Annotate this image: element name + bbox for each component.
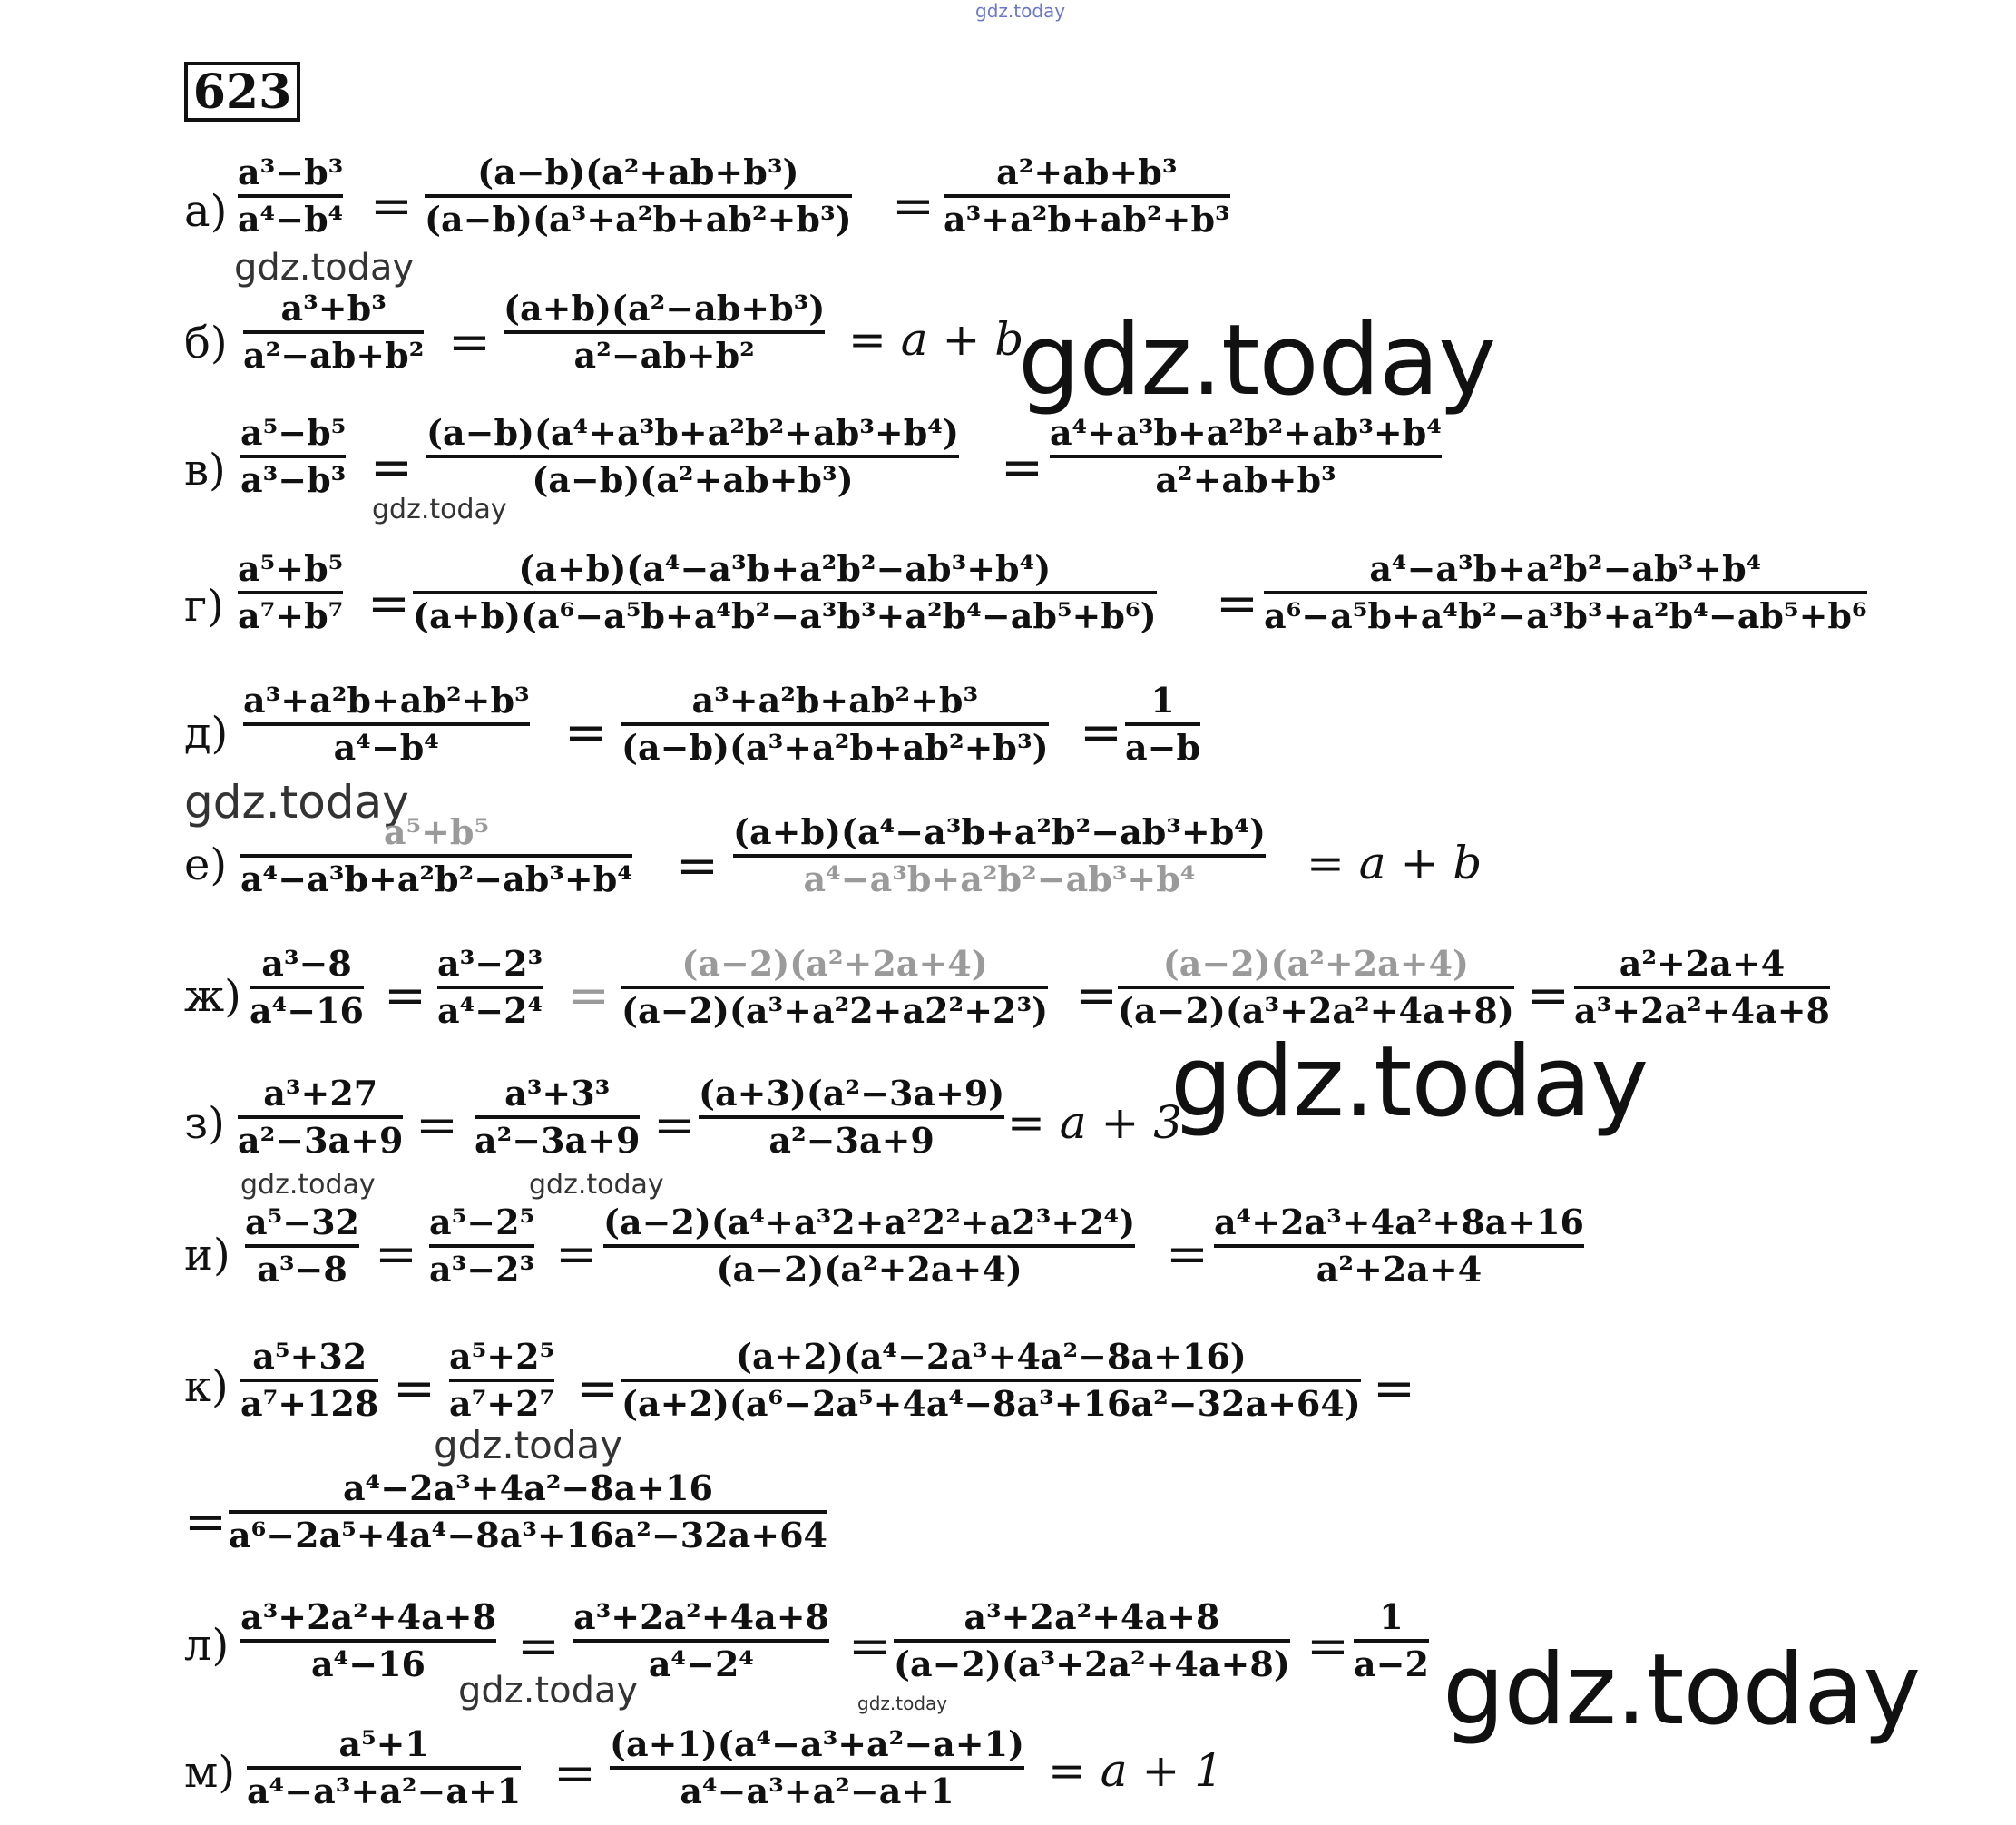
numerator: (a+b)(a²−ab+b³) <box>504 288 826 329</box>
row-label: л) <box>184 1620 230 1671</box>
denominator: a²−ab+b² <box>243 334 425 376</box>
fraction-bar <box>413 591 1157 594</box>
fraction-bar <box>437 986 543 989</box>
fraction-bar <box>1118 986 1514 989</box>
equals-sign: = <box>1166 1225 1209 1284</box>
watermark: gdz.today <box>184 776 409 829</box>
fraction-bar <box>1264 591 1867 594</box>
fraction <box>243 681 530 767</box>
denominator: a⁷+128 <box>240 1382 379 1424</box>
equals-sign: = <box>1306 1617 1349 1676</box>
numerator: 1 <box>1379 1596 1404 1637</box>
numerator: (a+2)(a⁴−2a³+4a²−8a+16) <box>735 1336 1247 1377</box>
result: = a + 1 <box>1048 1744 1224 1797</box>
fraction <box>603 1202 1135 1289</box>
fraction <box>240 812 632 898</box>
fraction-bar <box>894 1639 1290 1643</box>
fraction-bar <box>243 330 424 334</box>
row-label: а) <box>184 186 228 237</box>
watermark: gdz.today <box>434 1423 623 1467</box>
denominator: a⁴−a³b+a²b²−ab³+b⁴ <box>240 858 632 899</box>
numerator: a³+b³ <box>280 288 387 329</box>
denominator: a²+2a+4 <box>1316 1248 1483 1290</box>
numerator: (a−2)(a²+2a+4) <box>681 943 988 984</box>
denominator: a⁶−2a⁵+4a⁴−8a³+16a²−32a+64 <box>229 1514 827 1555</box>
fraction-bar <box>475 1115 640 1119</box>
equals-sign: = <box>370 438 413 497</box>
denominator: a⁴−16 <box>311 1643 426 1684</box>
row-label: и) <box>184 1230 230 1280</box>
numerator: a⁵−2⁵ <box>429 1202 535 1242</box>
denominator: a²−3a+9 <box>475 1119 641 1161</box>
denominator: (a−2)(a²+2a+4) <box>716 1248 1023 1290</box>
numerator: a⁵+b⁵ <box>383 811 490 852</box>
fraction-bar <box>247 1766 521 1770</box>
fraction <box>238 152 343 239</box>
numerator: (a−b)(a⁴+a³b+a²b²+ab³+b⁴) <box>426 412 959 453</box>
fraction <box>610 1724 1024 1810</box>
equals-sign: = <box>653 1096 696 1155</box>
denominator: a⁷+b⁷ <box>238 594 344 636</box>
fraction <box>449 1337 554 1423</box>
denominator: a⁴−b⁴ <box>238 198 344 240</box>
fraction-bar <box>621 722 1049 726</box>
denominator: a³+a²b+ab²+b³ <box>944 198 1230 240</box>
row-label: г) <box>184 581 224 632</box>
denominator: a⁴−a³+a²−a+1 <box>247 1770 522 1811</box>
fraction <box>413 549 1157 635</box>
denominator: (a−b)(a²+ab+b³) <box>532 458 854 500</box>
fraction <box>250 944 364 1030</box>
watermark-large: gdz.today <box>1018 304 1496 417</box>
fraction-bar <box>1354 1639 1429 1643</box>
fraction <box>475 1074 640 1160</box>
fraction-bar <box>449 1379 554 1382</box>
denominator: a⁴−2⁴ <box>648 1643 755 1684</box>
fraction-bar <box>240 854 632 858</box>
equals-sign: = <box>393 1359 435 1418</box>
fraction-bar <box>238 1115 403 1119</box>
equals-sign: = <box>1001 438 1043 497</box>
fraction-bar <box>229 1510 827 1514</box>
numerator: a³+a²b+ab²+b³ <box>691 680 979 721</box>
denominator: a²−3a+9 <box>238 1119 404 1161</box>
fraction <box>243 289 424 375</box>
fraction <box>621 1337 1361 1423</box>
fraction-bar <box>240 455 346 458</box>
row-label: з) <box>184 1098 225 1149</box>
result: = a + b <box>1306 837 1483 889</box>
numerator: (a+1)(a⁴−a³+a²−a+1) <box>610 1723 1025 1764</box>
fraction <box>1050 413 1442 499</box>
fraction-bar <box>429 1244 534 1248</box>
fraction <box>229 1468 827 1555</box>
denominator: a⁴−a³b+a²b²−ab³+b⁴ <box>803 858 1196 899</box>
numerator: (a−2)(a⁴+a³2+a²2²+a2³+2⁴) <box>603 1202 1136 1242</box>
denominator: a³−8 <box>257 1248 347 1290</box>
numerator: a⁴−2a³+4a²−8a+16 <box>342 1467 713 1508</box>
fraction-bar <box>944 194 1230 198</box>
fraction <box>240 413 346 499</box>
fraction-bar <box>245 1244 359 1248</box>
fraction <box>894 1597 1290 1683</box>
fraction-bar <box>504 330 825 334</box>
equals-sign: = <box>184 1493 227 1552</box>
numerator: a⁵+32 <box>252 1336 367 1377</box>
equals-sign: = <box>416 1096 458 1155</box>
denominator: (a−b)(a³+a²b+ab²+b³) <box>425 198 852 240</box>
equals-sign: = <box>564 703 607 762</box>
denominator: a⁴−16 <box>250 989 364 1031</box>
numerator: a³+a²b+ab²+b³ <box>243 680 530 721</box>
numerator: a⁵−32 <box>245 1202 359 1242</box>
numerator: a³−8 <box>261 943 352 984</box>
watermark: gdz.today <box>458 1670 639 1712</box>
fraction-bar <box>621 1379 1361 1382</box>
denominator: a⁴−a³+a²−a+1 <box>680 1770 954 1811</box>
denominator: a³+2a²+4a+8 <box>1574 989 1830 1031</box>
numerator: a⁵+1 <box>338 1723 429 1764</box>
watermark: gdz.today <box>857 1693 948 1714</box>
numerator: a⁴+a³b+a²b²+ab³+b⁴ <box>1050 412 1442 453</box>
denominator: a²+ab+b³ <box>1155 458 1336 500</box>
result: = a + b <box>848 313 1024 366</box>
fraction <box>621 944 1048 1030</box>
equals-sign: = <box>375 1225 417 1284</box>
numerator: a³+2a²+4a+8 <box>240 1596 496 1637</box>
numerator: a⁴−a³b+a²b²−ab³+b⁴ <box>1369 548 1762 589</box>
fraction <box>944 152 1230 239</box>
fraction <box>429 1202 534 1289</box>
denominator: a³−2³ <box>429 1248 535 1290</box>
fraction-bar <box>610 1766 1024 1770</box>
numerator: a³−2³ <box>437 943 543 984</box>
equals-sign: = <box>384 966 426 1025</box>
fraction-bar <box>240 1379 378 1382</box>
fraction-bar <box>603 1244 1135 1248</box>
fraction <box>1125 681 1200 767</box>
fraction-bar <box>1050 455 1442 458</box>
top-watermark: gdz.today <box>975 0 1066 22</box>
equals-sign: = <box>370 177 413 236</box>
equals-sign: = <box>576 1359 619 1418</box>
equals-sign: = <box>1216 574 1258 633</box>
numerator: (a+b)(a⁴−a³b+a²b²−ab³+b⁴) <box>518 548 1052 589</box>
denominator: a−2 <box>1354 1643 1429 1684</box>
fraction-bar <box>733 854 1266 858</box>
fraction <box>437 944 543 1030</box>
numerator: (a+b)(a⁴−a³b+a²b²−ab³+b⁴) <box>733 811 1266 852</box>
fraction <box>245 1202 359 1289</box>
fraction-bar <box>573 1639 829 1643</box>
row-label: в) <box>184 445 226 495</box>
problem-number: 623 <box>184 62 300 122</box>
equals-sign: = <box>1527 966 1570 1025</box>
fraction <box>426 413 959 499</box>
denominator: a⁷+2⁷ <box>449 1382 555 1424</box>
fraction-bar <box>250 986 364 989</box>
fraction <box>238 1074 403 1160</box>
denominator: a³−b³ <box>240 458 347 500</box>
fraction-bar <box>426 455 959 458</box>
watermark-large: gdz.today <box>1443 1634 1921 1747</box>
equals-sign: = <box>448 313 491 372</box>
fraction-bar <box>425 194 852 198</box>
fraction <box>733 812 1266 898</box>
row-label: е) <box>184 839 228 890</box>
equals-sign: = <box>676 837 719 896</box>
equals-sign: = <box>1080 703 1122 762</box>
row-label: ж) <box>184 971 241 1022</box>
fraction <box>1264 549 1867 635</box>
fraction <box>425 152 852 239</box>
fraction-bar <box>1125 722 1200 726</box>
numerator: (a−2)(a²+2a+4) <box>1162 943 1470 984</box>
numerator: a²+ab+b³ <box>996 152 1178 192</box>
denominator: (a−2)(a³+a²2+a2²+2³) <box>621 989 1049 1031</box>
fraction <box>240 1337 378 1423</box>
fraction <box>238 549 343 635</box>
denominator: a⁶−a⁵b+a⁴b²−a³b³+a²b⁴−ab⁵+b⁶ <box>1264 594 1867 636</box>
numerator: a²+2a+4 <box>1619 943 1786 984</box>
watermark: gdz.today <box>240 1169 376 1201</box>
denominator: (a−2)(a³+2a²+4a+8) <box>894 1643 1290 1684</box>
row-label: д) <box>184 708 229 759</box>
fraction-bar <box>699 1115 1004 1119</box>
result: = a + 3 <box>1007 1096 1183 1149</box>
watermark: gdz.today <box>372 494 507 525</box>
fraction-bar <box>1574 986 1830 989</box>
numerator: a⁴+2a³+4a²+8a+16 <box>1214 1202 1584 1242</box>
row-label: б) <box>184 318 228 368</box>
denominator: a−b <box>1125 726 1201 768</box>
equals-sign: = <box>892 177 935 236</box>
denominator: a²−3a+9 <box>768 1119 935 1161</box>
fraction <box>247 1724 521 1810</box>
fraction-bar <box>621 986 1048 989</box>
watermark: gdz.today <box>234 247 415 289</box>
numerator: (a+3)(a²−3a+9) <box>699 1073 1005 1114</box>
denominator: (a+2)(a⁶−2a⁵+4a⁴−8a³+16a²−32a+64) <box>621 1382 1361 1424</box>
fraction-bar <box>238 591 343 594</box>
equals-sign: = <box>553 1744 596 1803</box>
equals-sign: = <box>567 966 610 1025</box>
equals-sign: = <box>848 1617 891 1676</box>
row-label: м) <box>184 1747 236 1798</box>
row-label: к) <box>184 1361 229 1412</box>
denominator: (a−2)(a³+2a²+4a+8) <box>1118 989 1514 1031</box>
numerator: a³−b³ <box>238 152 344 192</box>
equals-sign: = <box>555 1225 598 1284</box>
numerator: (a−b)(a²+ab+b³) <box>477 152 799 192</box>
fraction-bar <box>243 722 530 726</box>
numerator: a³+3³ <box>504 1073 611 1114</box>
fraction-bar <box>1214 1244 1584 1248</box>
numerator: a⁵−b⁵ <box>240 412 347 453</box>
denominator: a⁴−b⁴ <box>333 726 439 768</box>
watermark: gdz.today <box>529 1169 664 1201</box>
numerator: a³+2a²+4a+8 <box>573 1596 829 1637</box>
fraction <box>1354 1597 1429 1683</box>
watermark-large: gdz.today <box>1170 1025 1649 1139</box>
denominator: (a+b)(a⁶−a⁵b+a⁴b²−a³b³+a²b⁴−ab⁵+b⁶) <box>413 594 1157 636</box>
fraction <box>1118 944 1514 1030</box>
equals-sign: = <box>367 574 410 633</box>
equals-sign: = <box>517 1617 560 1676</box>
fraction <box>1574 944 1830 1030</box>
denominator: a²−ab+b² <box>573 334 755 376</box>
numerator: a⁵+b⁵ <box>238 548 344 589</box>
fraction <box>504 289 825 375</box>
fraction <box>699 1074 1004 1160</box>
equals-sign: = <box>1075 966 1118 1025</box>
equals-sign: = <box>1373 1359 1415 1418</box>
numerator: 1 <box>1150 680 1175 721</box>
denominator: (a−b)(a³+a²b+ab²+b³) <box>621 726 1049 768</box>
fraction <box>1214 1202 1584 1289</box>
numerator: a⁵+2⁵ <box>449 1336 555 1377</box>
denominator: a⁴−2⁴ <box>437 989 543 1031</box>
numerator: a³+2a²+4a+8 <box>964 1596 1220 1637</box>
fraction-bar <box>238 194 343 198</box>
fraction <box>621 681 1049 767</box>
numerator: a³+27 <box>263 1073 378 1114</box>
fraction-bar <box>240 1639 496 1643</box>
